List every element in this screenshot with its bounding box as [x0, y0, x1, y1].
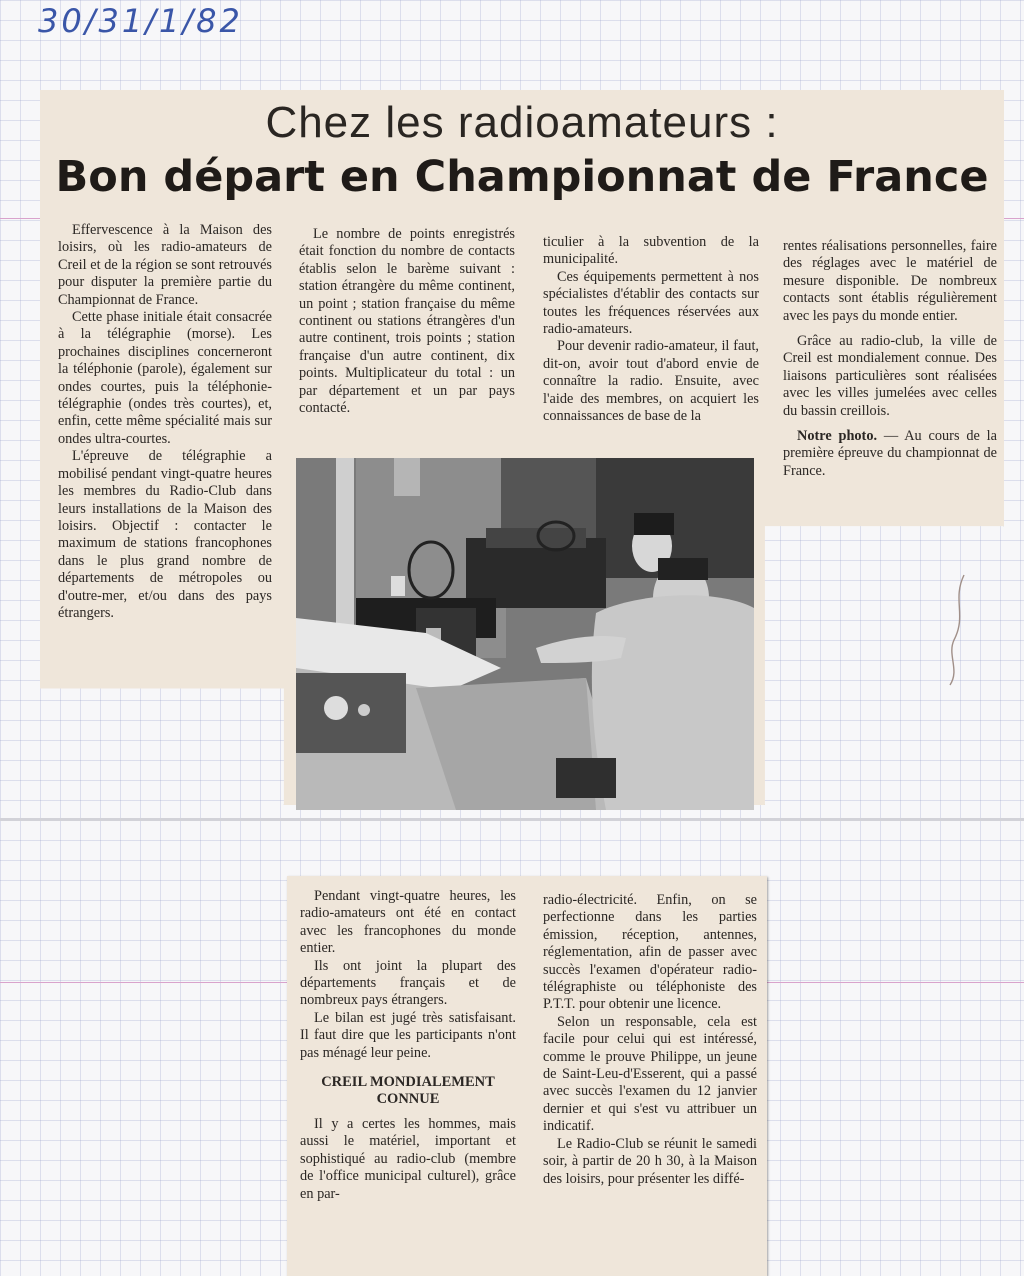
continuation-column-2 [543, 892, 757, 1188]
paragraph: Il y a certes les hommes, mais aussi le matériel, important et sophistiqué au radio-club (membre de l'office municipal culturel), grâce en par- [300, 1116, 516, 1202]
paragraph: Ces équipements permettent à nos spécialistes d'établir des contacts sur toutes les fréquences réservées aux radio-amateurs. [543, 268, 759, 338]
article-column-3 [543, 234, 759, 425]
photo-caption-label: Notre photo. [797, 428, 878, 445]
article-photo [296, 458, 754, 810]
headline-line-1: Chez les radioamateurs : [265, 98, 779, 147]
paragraph: Pendant vingt-quatre heures, les radio-amateurs ont été en contact avec les francophones du monde entier. [300, 888, 516, 957]
section-subheading: CREIL MONDIALEMENT CONNUE [321, 1074, 495, 1108]
photo-caption-text: — Au cours de la première épreuve du championnat de France. [783, 428, 997, 479]
paragraph: Le bilan est jugé très satisfaisant. Il faut dire que les participants n'ont pas ménagé leur peine. [300, 1009, 516, 1061]
article-column-2 [299, 226, 515, 417]
article-column-4 [783, 238, 997, 480]
article-column-1 [58, 222, 272, 622]
paragraph: Selon un responsable, cela est facile pour celui qui est intéressé, comme le prouve Philippe, un jeune de Saint-Leu-d'Esserent, qui a passé avec succès l'examen du 12 janvier dernier et qui s'est vu attribuer un indicatif. [543, 1013, 757, 1135]
paragraph: Pour devenir radio-amateur, il faut, dit-on, avoir tout d'abord envie de connaître la radio. Ensuite, avec l'aide des membres, on acquiert les connaissances de base de la [543, 338, 759, 425]
paragraph: rentes réalisations personnelles, faire des réglages avec le matériel de mesure disponible. De nombreux contacts sont établis régulièrement avec les pays du monde entier. [783, 238, 997, 324]
paragraph: Le Radio-Club se réunit le samedi soir, à partir de 20 h 30, à la Maison des loisirs, pour présenter les diffé- [543, 1135, 757, 1187]
paper-fold-line [0, 818, 1024, 821]
pencil-scrawl-mark [942, 570, 972, 690]
paragraph: Ils ont joint la plupart des départements français et de nombreux pays étrangers. [300, 957, 516, 1009]
paragraph: ticulier à la subvention de la municipalité. [543, 234, 759, 268]
handwritten-date: 30/31/1/82 [38, 2, 243, 40]
paragraph: Effervescence à la Maison des loisirs, où les radio-amateurs de Creil et de la région se sont retrouvés pour disputer la première partie du Championnat de France. [58, 222, 272, 308]
headline-line-2: Bon départ en Championnat de France [55, 152, 989, 202]
continuation-column-1 [300, 888, 516, 1203]
paragraph: Grâce au radio-club, la ville de Creil est mondialement connue. Des liaisons particulières sont réalisées avec les villes jumelées avec celles du bassin creillois. [783, 333, 997, 419]
photo-caption [783, 428, 997, 480]
paragraph: L'épreuve de télégraphie a mobilisé pendant vingt-quatre heures les membres du Radio-Club dans leurs installations de la Maison des loisirs. Objectif : contacter le maximum de stations francophones dans le plus grand nombre de départements de métropoles ou d'outre-mer, et/ou dans des pays étrangers. [58, 448, 272, 621]
paragraph: Cette phase initiale était consacrée à la télégraphie (morse). Les prochaines disciplines concerneront la téléphonie (parole), également sur ondes courtes, puis la téléphonie-télégraphie (ondes très courtes), et, enfin, cette même spécialité mais sur ondes ultra-courtes. [58, 309, 272, 447]
paragraph: Le nombre de points enregistrés était fonction du nombre de contacts établis selon le barème suivant : station étrangère du même continent, un point ; station française du même continent ou stations étrangères d'un autre continent, trois points ; station française d'un autre continent, dix points. Multiplicateur du total : un par département et un par pays contacté. [299, 226, 515, 417]
radio-station-photo [296, 458, 754, 810]
paragraph: radio-électricité. Enfin, on se perfectionne dans les parties émission, réception, antennes, réglementation, afin de passer avec succès l'examen d'opérateur radio-télégraphiste ou téléphoniste des P.T.T. pour obtenir une licence. [543, 892, 757, 1013]
